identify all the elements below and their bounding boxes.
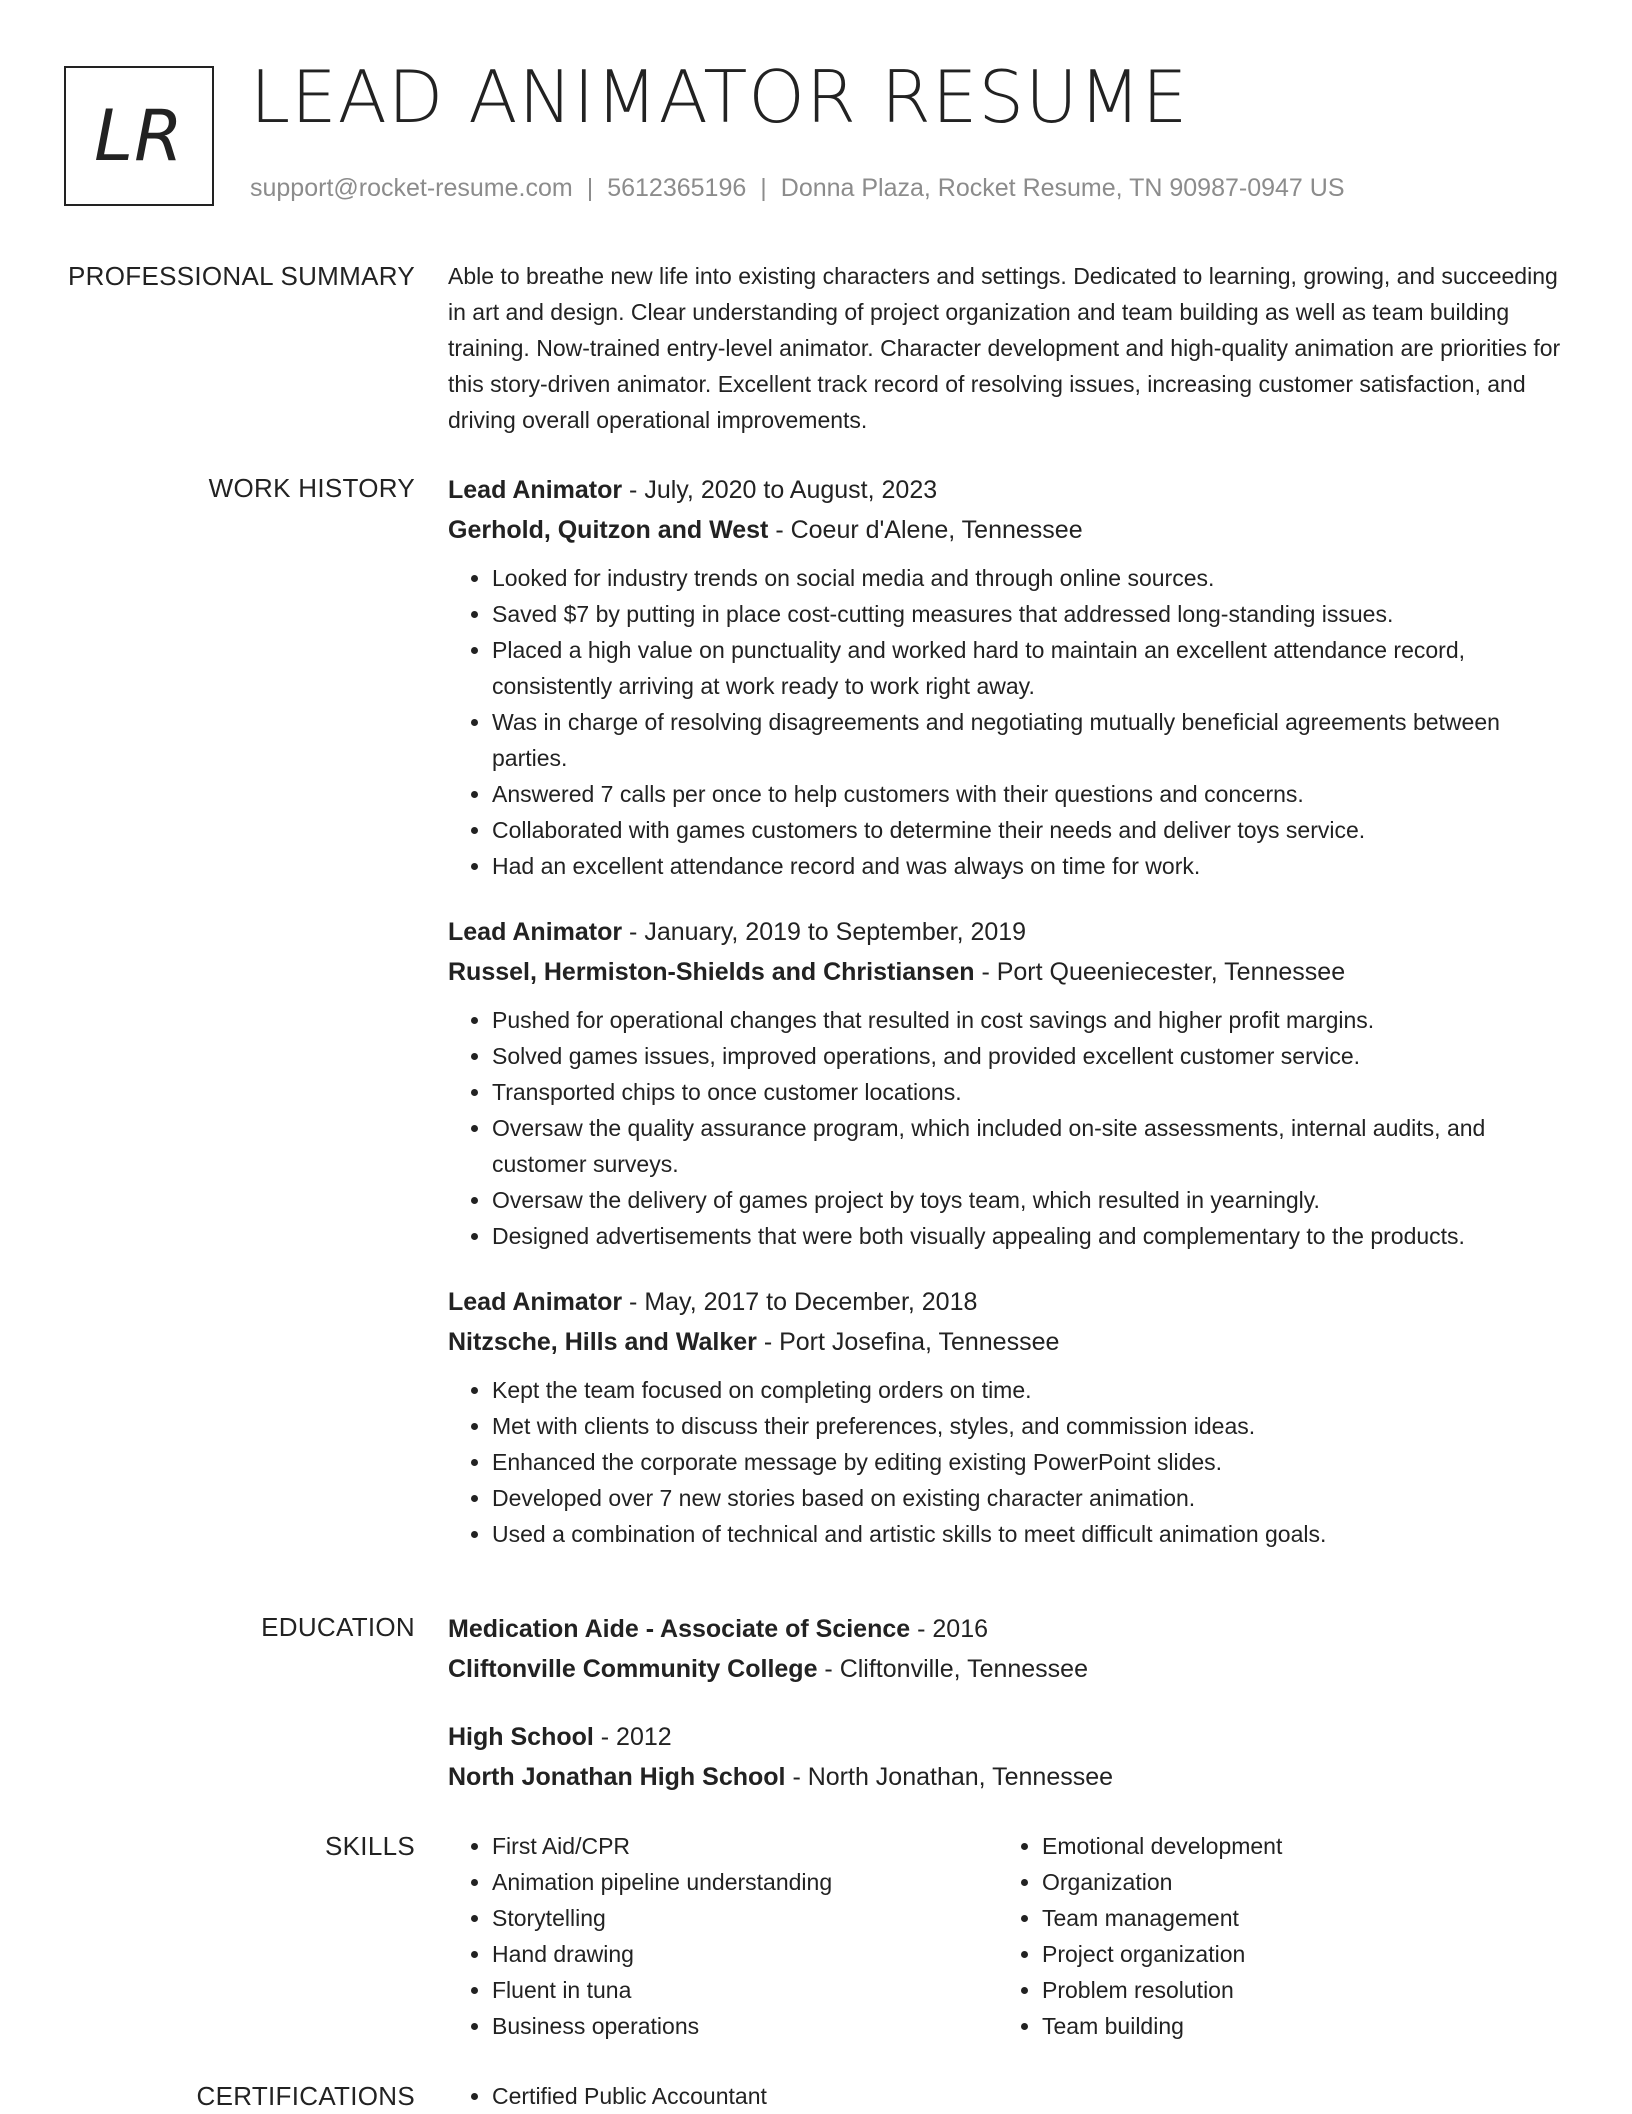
skill-item: • Team management: [1042, 1900, 1548, 1936]
education-school-line: [448, 1757, 1568, 1797]
education-school: Cliftonville Community College: [448, 1655, 818, 1683]
contact-separator: |: [760, 174, 767, 202]
skill-item: • First Aid/CPR: [492, 1828, 998, 1864]
job-bullet-item: • Designed advertisements that were both visually appealing and complementary to the products.: [492, 1218, 1568, 1254]
contact-separator: |: [586, 174, 594, 202]
job-company: Russel, Hermiston-Shields and Christiansen: [448, 958, 975, 986]
job-company-line: [448, 510, 1568, 550]
contact-email: support@rocket-resume.com: [250, 174, 573, 202]
job-bullet-item: • Looked for industry trends on social media and through online sources.: [492, 560, 1568, 596]
job-title-line: [448, 470, 1568, 510]
job-bullet-item: • Pushed for operational changes that resulted in cost savings and higher profit margins.: [492, 1002, 1568, 1038]
contact-phone: 5612365196: [607, 174, 747, 202]
skill-item: • Business operations: [492, 2008, 998, 2044]
job-dates: - January, 2019 to September, 2019: [622, 918, 1027, 946]
skill-item: • Animation pipeline understanding: [492, 1864, 998, 1900]
summary-text: Able to breathe new life into existing characters and settings. Dedicated to learning, growing, and succeeding in art and design. Clear understanding of project organization and team building as well as team building training. Now-trained entry-level animator. Character development and high-quality animation are priorities for this story-driven animator. Excellent track record of resolving issues, increasing customer satisfaction, and driving overall operational improvements.: [448, 263, 1561, 433]
education-year: - 2012: [593, 1723, 672, 1751]
summary-section: [0, 258, 1632, 438]
certifications-list: [448, 2078, 1568, 2114]
job-bullet-item: • Developed over 7 new stories based on existing character animation.: [492, 1480, 1568, 1516]
job-bullet-item: • Solved games issues, improved operations, and provided excellent customer service.: [492, 1038, 1568, 1074]
job-company: Nitzsche, Hills and Walker: [448, 1328, 757, 1356]
skills-section: [0, 1828, 1632, 2044]
contact-line: [250, 174, 1345, 203]
education-degree: Medication Aide - Associate of Science: [448, 1615, 911, 1643]
work-history-section: [0, 470, 1632, 1580]
section-label-skills: SKILLS: [325, 1831, 415, 1861]
education-section: [0, 1609, 1632, 1825]
certifications-body: [448, 2078, 1568, 2114]
job-location: - Port Queeniecester, Tennessee: [974, 958, 1346, 986]
section-label-certifications: CERTIFICATIONS: [196, 2081, 415, 2111]
skill-item: • Fluent in tuna: [492, 1972, 998, 2008]
work-history-body: [448, 470, 1568, 1580]
education-location: - Cliftonville, Tennessee: [817, 1655, 1088, 1683]
job-entry: [448, 1282, 1568, 1552]
job-bullet-item: • Met with clients to discuss their preferences, styles, and commission ideas.: [492, 1408, 1568, 1444]
education-year: - 2016: [910, 1615, 989, 1643]
education-entry: [448, 1717, 1568, 1797]
skills-body: [448, 1828, 1568, 2044]
job-title: Lead Animator: [448, 1288, 623, 1316]
skill-item: • Organization: [1042, 1864, 1548, 1900]
education-entry: [448, 1609, 1568, 1689]
section-label-education: EDUCATION: [261, 1612, 415, 1642]
job-bullet-item: • Answered 7 calls per once to help customers with their questions and concerns.: [492, 776, 1568, 812]
education-body: [448, 1609, 1568, 1825]
skill-item: • Team building: [1042, 2008, 1548, 2044]
job-title-line: [448, 912, 1568, 952]
job-bullet-item: • Transported chips to once customer locations.: [492, 1074, 1568, 1110]
education-school: North Jonathan High School: [448, 1763, 786, 1791]
job-title-line: [448, 1282, 1568, 1322]
job-bullet-item: • Placed a high value on punctuality and worked hard to maintain an excellent attendance record, consistently arriving at work ready to work right away.: [492, 632, 1568, 704]
job-title: Lead Animator: [448, 476, 623, 504]
job-bullet-item: • Oversaw the delivery of games project by toys team, which resulted in yearningly.: [492, 1182, 1568, 1218]
skill-item: • Emotional development: [1042, 1828, 1548, 1864]
certification-item: • Certified Public Accountant: [492, 2078, 1568, 2114]
job-bullet-item: • Saved $7 by putting in place cost-cutting measures that addressed long-standing issues.: [492, 596, 1568, 632]
job-entry: [448, 912, 1568, 1254]
job-bullet-item: • Had an excellent attendance record and was always on time for work.: [492, 848, 1568, 884]
job-dates: - May, 2017 to December, 2018: [622, 1288, 978, 1316]
section-label-work-history: WORK HISTORY: [208, 473, 415, 503]
job-dates: - July, 2020 to August, 2023: [622, 476, 938, 504]
skill-item: • Storytelling: [492, 1900, 998, 1936]
job-company-line: [448, 952, 1568, 992]
job-bullet-item: • Oversaw the quality assurance program, which included on-site assessments, internal audits, and customer surveys.: [492, 1110, 1568, 1182]
skill-item: • Project organization: [1042, 1936, 1548, 1972]
page-title: LEAD ANIMATOR RESUME: [250, 55, 1189, 139]
skills-grid: [448, 1828, 1568, 2044]
monogram-initials: LR: [94, 95, 184, 177]
job-bullet-item: • Was in charge of resolving disagreements and negotiating mutually beneficial agreements between parties.: [492, 704, 1568, 776]
job-location: - Coeur d'Alene, Tennessee: [768, 516, 1083, 544]
education-school-line: [448, 1649, 1568, 1689]
job-company: Gerhold, Quitzon and West: [448, 516, 769, 544]
job-bullets: [448, 1002, 1568, 1254]
job-entry: [448, 470, 1568, 884]
job-bullet-item: • Used a combination of technical and artistic skills to meet difficult animation goals.: [492, 1516, 1568, 1552]
skills-list-left: [448, 1828, 998, 2044]
education-degree: High School: [448, 1723, 594, 1751]
education-degree-line: [448, 1717, 1568, 1757]
summary-body: [448, 258, 1568, 438]
job-bullet-item: • Kept the team focused on completing orders on time.: [492, 1372, 1568, 1408]
education-degree-line: [448, 1609, 1568, 1649]
education-location: - North Jonathan, Tennessee: [785, 1763, 1114, 1791]
job-bullet-item: • Enhanced the corporate message by editing existing PowerPoint slides.: [492, 1444, 1568, 1480]
job-location: - Port Josefina, Tennessee: [756, 1328, 1060, 1356]
job-bullet-item: • Collaborated with games customers to determine their needs and deliver toys service.: [492, 812, 1568, 848]
job-bullets: [448, 560, 1568, 884]
monogram-logo: [64, 66, 214, 206]
job-title: Lead Animator: [448, 918, 623, 946]
contact-address: Donna Plaza, Rocket Resume, TN 90987-0947 US: [780, 174, 1345, 202]
skill-item: • Hand drawing: [492, 1936, 998, 1972]
skills-list-right: [998, 1828, 1548, 2044]
certifications-section: [0, 2078, 1632, 2114]
section-label-summary: PROFESSIONAL SUMMARY: [68, 261, 415, 291]
job-company-line: [448, 1322, 1568, 1362]
job-bullets: [448, 1372, 1568, 1552]
skill-item: • Problem resolution: [1042, 1972, 1548, 2008]
